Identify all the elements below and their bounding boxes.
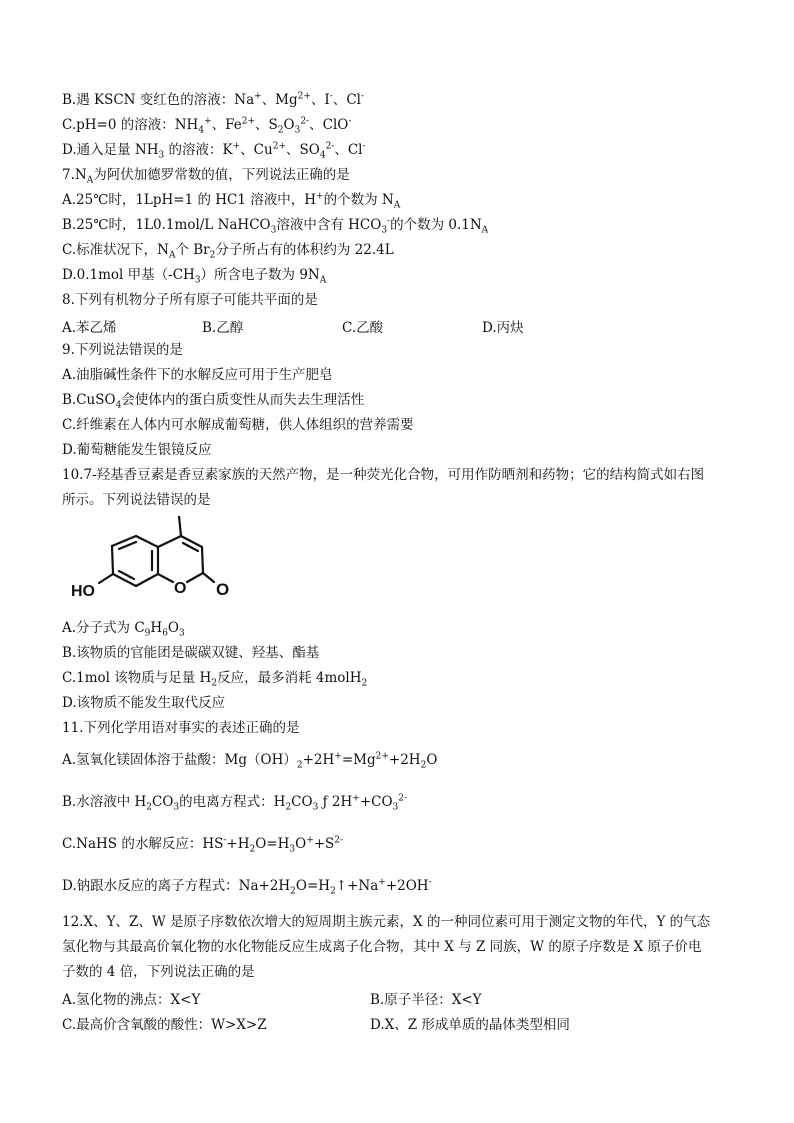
- bond: [99, 574, 113, 583]
- q6-option-c: C.pH=0 的溶液：$NH_4^+$、$Fe^{2+}$、$S_2O_3^{2-}$、ClO-: [62, 116, 352, 136]
- q12-option-d: D.X、Z 形成单质的晶体类型相同: [370, 1017, 570, 1033]
- q6-option-b: B.遇 KSCN 变红色的溶液：Na+、$Mg^{2+}$、I-、Cl-: [62, 91, 365, 108]
- q10-option-a: A.分子式为 $C_9H_6O_3$: [62, 620, 185, 639]
- q11-stem: 11.下列化学用语对事实的表述正确的是: [62, 720, 300, 736]
- q11-option-b: B.水溶液中 $H_2CO_3$的电离方程式：$H_2CO_3$ ƒ $2H^++CO_3^{2-}$: [62, 793, 408, 813]
- q9-option-b: B.CuSO$_4$会使体内的蛋白质变性从而失去生理活性: [62, 392, 365, 411]
- structure-label-carbonyl-o: O: [216, 580, 230, 599]
- q10-option-d: D.该物质不能发生取代反应: [62, 695, 226, 711]
- q8-option-a: A.苯乙烯: [62, 320, 117, 336]
- q8-option-d: D.丙炔: [482, 320, 524, 336]
- structure-label-ho: HO: [71, 583, 95, 600]
- q8-option-c: C.乙酸: [342, 320, 384, 336]
- bond: [181, 536, 202, 547]
- q7-option-a: A.25℃时，1LpH=1 的 HC1 溶液中，H+的个数为 $N_A$: [62, 191, 401, 211]
- q10-option-c: C.1mol 该物质与足量 $H_2$反应，最多消耗 4molH$_2$: [62, 670, 368, 689]
- bond: [187, 573, 203, 582]
- q8-stem: 8.下列有机物分子所有原子可能共平面的是: [62, 292, 318, 308]
- q9-option-c: C.纤维素在人体内可水解成葡萄糖，供人体组织的营养需要: [62, 417, 414, 433]
- q10-option-b: B.该物质的官能团是碳碳双键、羟基、酯基: [62, 645, 320, 661]
- q12-option-a: A.氢化物的沸点：X<Y: [62, 992, 201, 1008]
- bond: [179, 516, 181, 536]
- q8-option-b: B.乙醇: [202, 320, 244, 336]
- structure-label-ring-o: O: [174, 580, 187, 597]
- bond: [158, 574, 173, 582]
- bond: [112, 546, 113, 574]
- q9-stem: 9.下列说法错误的是: [62, 342, 183, 358]
- q12-stem-line1: 12.X、Y、Z、W 是原子序数依次增大的短周期主族元素，X 的一种同位素可用于测定文物的年代，Y 的气态: [62, 914, 711, 930]
- q9-option-d: D.葡萄糖能发生银镜反应: [62, 442, 212, 458]
- q7-stem: $7.N_A$为阿伏加德罗常数的值，下列说法正确的是: [62, 167, 350, 186]
- coumarin-structure-image: [66, 516, 242, 618]
- q10-stem-line1: 10.7-羟基香豆素是香豆素家族的天然产物，是一种荧光化合物，可用作防晒剂和药物；它的结构简式如右图: [62, 467, 705, 483]
- q7-option-b: B.25℃时，1L0.1mol/L NaHCO$_3$溶液中含有 $HCO_3^-$的个数为 $0.1N_A$: [62, 216, 489, 236]
- q12-stem-line2: 氢化物与其最高价氧化物的水化物能反应生成离子化合物，其中 X 与 Z 同族，W 的原子序数是 X 原子价电: [62, 939, 702, 955]
- q12-option-c: C.最高价含氧酸的酸性：W>X>Z: [62, 1017, 267, 1033]
- q7-option-d: D.0.1mol 甲基$(-CH_3)$所含电子数为 $9N_A$: [62, 267, 327, 286]
- bond: [136, 536, 158, 547]
- bond: [158, 536, 181, 547]
- q12-option-b: B.原子半径：X<Y: [370, 992, 482, 1008]
- q9-option-a: A.油脂碱性条件下的水解反应可用于生产肥皂: [62, 367, 333, 383]
- q12-stem-line3: 子数的 4 倍，下列说法正确的是: [62, 964, 255, 980]
- bond: [203, 573, 214, 582]
- q11-option-c: C.NaHS 的水解反应：$HS^-+H_2O=H_3O^++S^{2-}$: [62, 835, 344, 855]
- q6-option-d: D.通入足量 $NH_3$ 的溶液：K+、$Cu^{2+}$、$SO_4^{2-}$、Cl-: [62, 141, 366, 161]
- bond: [113, 574, 136, 586]
- q11-option-a: A.氢氧化镁固体溶于盐酸：$Mg(OH)_2+2H^+=Mg^{2+}+2H_2O$: [62, 751, 438, 771]
- bond: [202, 547, 203, 573]
- bond: [136, 574, 158, 586]
- q11-option-d: D.钠跟水反应的离子方程式：$Na+2H_2O=H_2↑+Na^++2OH^-$: [62, 877, 432, 897]
- q10-stem-line2: 所示。下列说法错误的是: [62, 492, 211, 508]
- q7-option-c: C.标准状况下，$N_A$个 $Br_2$分子所占有的体积约为 22.4L: [62, 242, 394, 261]
